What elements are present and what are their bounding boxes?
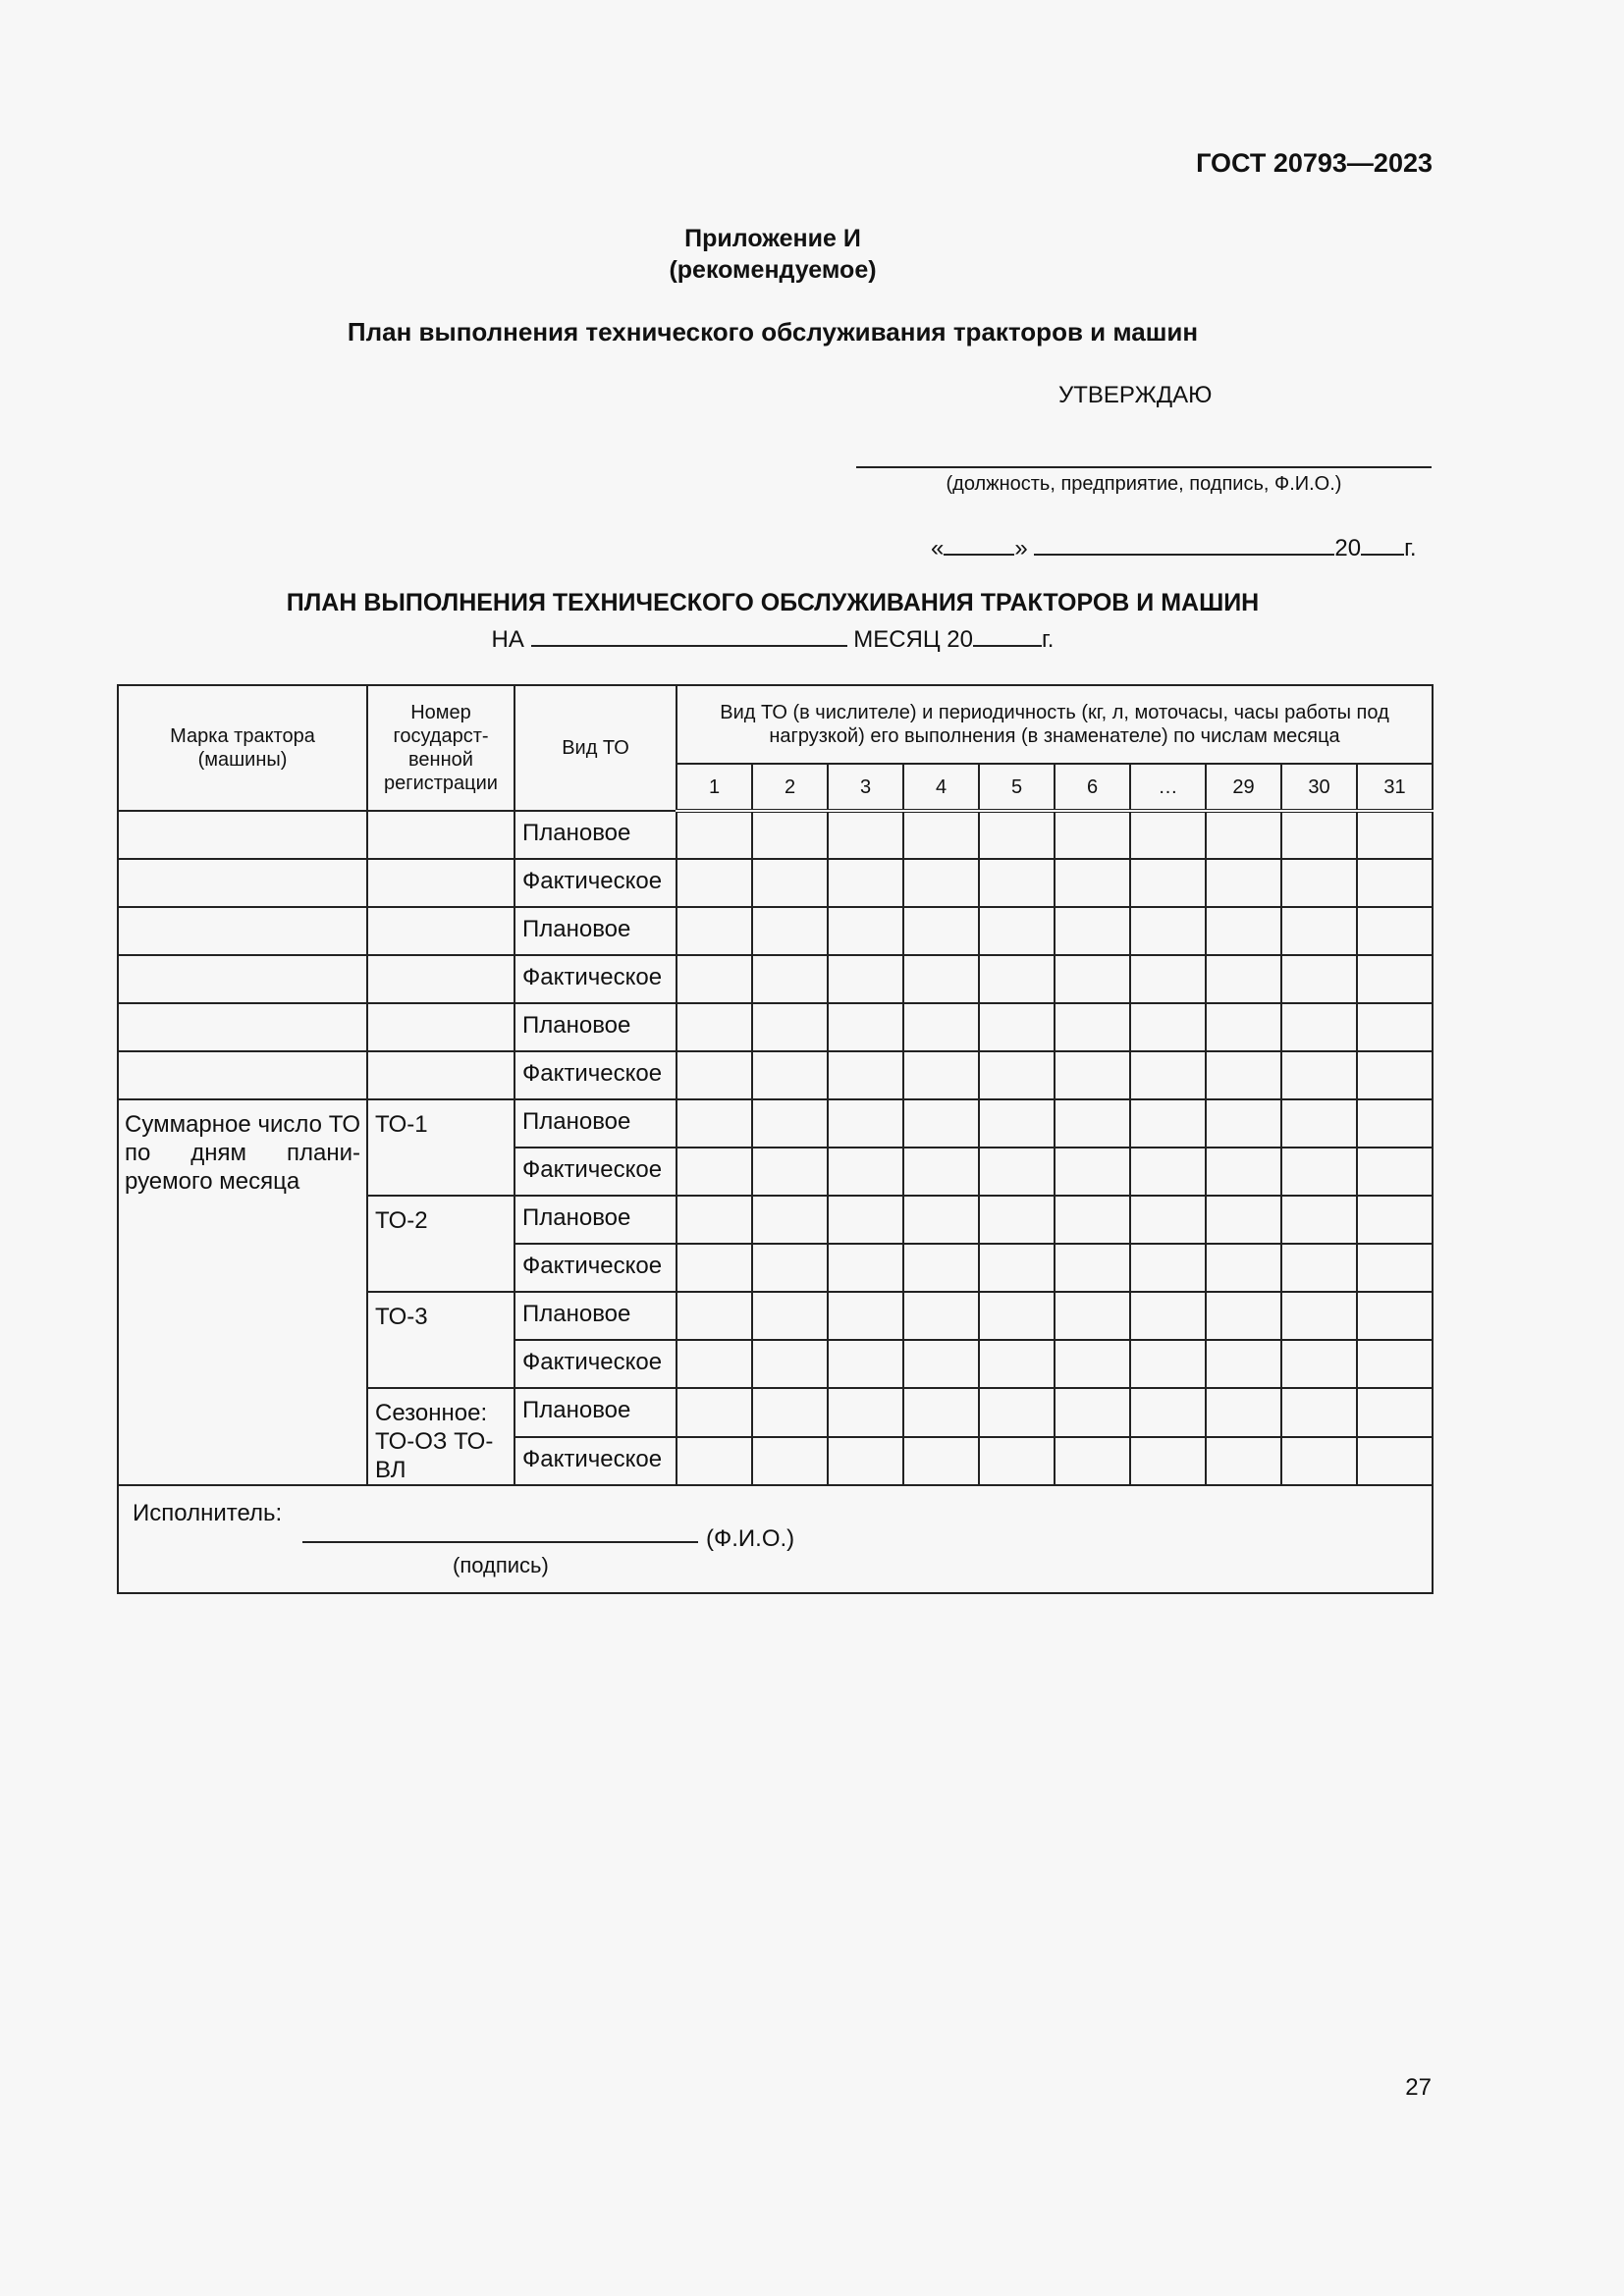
kind-cell: Плановое [514,811,677,859]
day-cell[interactable] [903,1437,979,1486]
day-cell[interactable] [1357,1244,1433,1292]
day-cell[interactable] [1357,1051,1433,1099]
day-cell[interactable] [1055,1292,1130,1340]
summary-label: Суммарное число ТО по дням плани-руемого месяца [118,1099,367,1485]
day-cell[interactable] [752,907,828,955]
day-cell[interactable] [1055,1051,1130,1099]
day-cell[interactable] [979,1099,1055,1148]
day-cell[interactable] [828,1051,903,1099]
day-cell[interactable] [752,1292,828,1340]
day-cell[interactable] [903,907,979,955]
day-cell[interactable] [752,1388,828,1437]
plan-month: МЕСЯЦ 20 [853,626,973,653]
day-cell[interactable] [1130,1292,1206,1340]
plan-year-suffix: г. [1041,626,1055,653]
day-cell[interactable] [828,859,903,907]
kind-cell: Фактическое [514,1148,677,1196]
year-prefix: 20 [1334,535,1362,561]
day-cell[interactable] [1281,1148,1357,1196]
brand-cell[interactable] [118,955,367,1003]
header-kind: Вид ТО [514,685,677,811]
executor-label: Исполнитель: [133,1500,283,1526]
day-cell[interactable] [1206,1437,1281,1486]
day-cell[interactable] [1206,1388,1281,1437]
day-cell[interactable] [677,859,752,907]
appendix-status: (рекомендуемое) [669,256,877,284]
registration-cell[interactable] [367,1003,514,1051]
day-header: 5 [979,764,1055,811]
day-cell[interactable] [1055,907,1130,955]
day-cell[interactable] [677,1244,752,1292]
day-cell[interactable] [828,1244,903,1292]
day-cell[interactable] [752,811,828,859]
day-cell[interactable] [903,811,979,859]
day-cell[interactable] [1206,1340,1281,1388]
plan-title: ПЛАН ВЫПОЛНЕНИЯ ТЕХНИЧЕСКОГО ОБСЛУЖИВАНИЯ ТРАКТОРОВ И МАШИН [286,589,1260,616]
day-cell[interactable] [828,1340,903,1388]
day-cell[interactable] [903,859,979,907]
day-cell[interactable] [677,1148,752,1196]
header-registration: Номер государст-венной регистрации [367,685,514,811]
registration-cell[interactable] [367,1051,514,1099]
day-cell[interactable] [1206,1003,1281,1051]
kind-cell: Плановое [514,1003,677,1051]
day-cell[interactable] [1206,1099,1281,1148]
brand-cell[interactable] [118,1051,367,1099]
day-cell[interactable] [1130,1099,1206,1148]
day-cell[interactable] [979,1003,1055,1051]
registration-cell[interactable] [367,955,514,1003]
day-cell[interactable] [1357,907,1433,955]
day-cell[interactable] [1357,1340,1433,1388]
day-cell[interactable] [1357,1437,1433,1486]
plan-na: НА [491,626,524,653]
kind-cell: Фактическое [514,1340,677,1388]
day-cell[interactable] [752,955,828,1003]
day-cell[interactable] [1055,1388,1130,1437]
day-cell[interactable] [979,1196,1055,1244]
day-cell[interactable] [1055,1148,1130,1196]
year-blank [1361,530,1404,556]
day-cell[interactable] [903,1148,979,1196]
day-cell[interactable] [828,1437,903,1486]
day-cell[interactable] [903,1340,979,1388]
day-cell[interactable] [1130,811,1206,859]
day-cell[interactable] [752,1099,828,1148]
brand-cell[interactable] [118,1003,367,1051]
day-cell[interactable] [903,1244,979,1292]
kind-cell: Плановое [514,907,677,955]
day-cell[interactable] [979,1340,1055,1388]
day-cell[interactable] [1055,1437,1130,1486]
day-cell[interactable] [1281,1388,1357,1437]
approval-word: УТВЕРЖДАЮ [1058,382,1213,408]
day-cell[interactable] [1130,907,1206,955]
day-header: 30 [1281,764,1357,811]
day-cell[interactable] [1130,859,1206,907]
day-cell[interactable] [677,955,752,1003]
month-blank [1034,530,1334,556]
brand-cell[interactable] [118,859,367,907]
day-cell[interactable] [979,955,1055,1003]
day-cell[interactable] [828,1148,903,1196]
day-header: 29 [1206,764,1281,811]
executor-fio: (Ф.И.О.) [706,1525,795,1552]
kind-cell: Фактическое [514,1437,677,1486]
day-cell[interactable] [1357,1099,1433,1148]
document-title: План выполнения технического обслуживания тракторов и машин [347,317,1199,347]
day-cell[interactable] [1055,859,1130,907]
page-number: 27 [1405,2074,1432,2101]
day-cell[interactable] [1055,1340,1130,1388]
day-cell[interactable] [1357,1148,1433,1196]
day-cell[interactable] [1055,811,1130,859]
day-cell[interactable] [1130,1051,1206,1099]
table-row [118,907,1433,955]
day-cell[interactable] [1055,955,1130,1003]
appendix-label: Приложение И [684,225,861,252]
day-cell[interactable] [1130,1244,1206,1292]
plan-year-blank [973,621,1042,647]
day-cell[interactable] [1357,1388,1433,1437]
registration-cell[interactable] [367,859,514,907]
table-row [118,859,1433,907]
table-row [118,1003,1433,1051]
day-cell[interactable] [903,955,979,1003]
kind-cell: Плановое [514,1099,677,1148]
day-cell[interactable] [677,811,752,859]
day-cell[interactable] [1281,907,1357,955]
day-cell[interactable] [677,1003,752,1051]
day-cell[interactable] [979,1388,1055,1437]
header-brand: Марка трактора (машины) [118,685,367,811]
day-cell[interactable] [979,1148,1055,1196]
day-cell[interactable] [1281,1099,1357,1148]
day-cell[interactable] [979,1244,1055,1292]
day-cell[interactable] [752,1437,828,1486]
day-cell[interactable] [1130,1340,1206,1388]
kind-cell: Плановое [514,1196,677,1244]
day-cell[interactable] [979,859,1055,907]
day-cell[interactable] [677,907,752,955]
standard-number: ГОСТ 20793—2023 [1196,148,1433,178]
day-cell[interactable] [1055,1244,1130,1292]
day-cell[interactable] [903,1292,979,1340]
day-header: 1 [677,764,752,811]
to1-label: ТО-1 [367,1099,514,1196]
header-days: Вид ТО (в числителе) и периодичность (кг, л, моточасы, часы работы под нагрузкой) его выполнения (в знаменателе) по числам месяца [677,685,1433,764]
day-cell[interactable] [828,1292,903,1340]
day-cell[interactable] [979,1051,1055,1099]
day-cell[interactable] [752,1244,828,1292]
day-cell[interactable] [752,1003,828,1051]
day-cell[interactable] [903,1388,979,1437]
day-cell[interactable] [1206,1051,1281,1099]
day-blank [944,530,1014,556]
day-cell[interactable] [1206,859,1281,907]
registration-cell[interactable] [367,811,514,859]
day-cell[interactable] [979,811,1055,859]
maintenance-plan-table [117,684,1434,1594]
day-cell[interactable] [1281,955,1357,1003]
day-cell[interactable] [1206,955,1281,1003]
day-cell[interactable] [1281,1244,1357,1292]
day-cell[interactable] [677,1340,752,1388]
plan-object-blank [531,621,847,647]
day-cell[interactable] [903,1003,979,1051]
day-cell[interactable] [1130,1196,1206,1244]
day-cell[interactable] [1357,955,1433,1003]
day-cell[interactable] [1055,1196,1130,1244]
day-cell[interactable] [828,955,903,1003]
day-header: 2 [752,764,828,811]
day-cell[interactable] [1130,1003,1206,1051]
day-header: … [1130,764,1206,811]
day-header: 3 [828,764,903,811]
approval-signature-line [856,466,1432,468]
day-cell[interactable] [1357,1292,1433,1340]
day-cell[interactable] [828,1196,903,1244]
year-suffix: г. [1404,535,1417,561]
day-header: 4 [903,764,979,811]
to3-label: ТО-3 [367,1292,514,1388]
day-cell[interactable] [828,1003,903,1051]
day-cell[interactable] [979,907,1055,955]
to2-label: ТО-2 [367,1196,514,1292]
brand-cell[interactable] [118,811,367,859]
day-cell[interactable] [677,1099,752,1148]
day-cell[interactable] [1206,1148,1281,1196]
kind-cell: Фактическое [514,1051,677,1099]
day-cell[interactable] [1130,955,1206,1003]
day-cell[interactable] [1357,811,1433,859]
day-cell[interactable] [752,1340,828,1388]
kind-cell: Плановое [514,1388,677,1437]
brand-cell[interactable] [118,907,367,955]
kind-cell: Фактическое [514,1244,677,1292]
day-cell[interactable] [1357,1196,1433,1244]
day-cell[interactable] [1281,859,1357,907]
day-cell[interactable] [1130,1388,1206,1437]
day-cell[interactable] [903,1099,979,1148]
day-cell[interactable] [1130,1437,1206,1486]
day-cell[interactable] [1055,1099,1130,1148]
day-cell[interactable] [677,1388,752,1437]
executor-signature-caption: (подпись) [453,1553,549,1577]
day-cell[interactable] [1206,1196,1281,1244]
day-cell[interactable] [1281,1051,1357,1099]
day-cell[interactable] [1281,1437,1357,1486]
day-cell[interactable] [1206,1244,1281,1292]
day-cell[interactable] [677,1437,752,1486]
day-header: 31 [1357,764,1433,811]
seasonal-label: Сезонное: ТО-ОЗ ТО-ВЛ [367,1388,514,1485]
day-cell[interactable] [1357,1003,1433,1051]
day-cell[interactable] [752,1196,828,1244]
day-cell[interactable] [979,1437,1055,1486]
day-cell[interactable] [752,1148,828,1196]
day-cell[interactable] [1055,1003,1130,1051]
table-row [118,1051,1433,1099]
table-row [118,955,1433,1003]
day-cell[interactable] [1130,1148,1206,1196]
day-cell[interactable] [828,1099,903,1148]
day-cell[interactable] [828,907,903,955]
open-quote: « [931,535,945,561]
day-cell[interactable] [1281,1340,1357,1388]
executor-block [118,1485,1433,1593]
approval-date [931,530,1417,562]
kind-cell: Фактическое [514,955,677,1003]
day-cell[interactable] [1206,811,1281,859]
day-cell[interactable] [979,1292,1055,1340]
registration-cell[interactable] [367,907,514,955]
table-row [118,1099,1433,1148]
executor-signature-line [302,1541,698,1543]
day-cell[interactable] [1357,859,1433,907]
day-cell[interactable] [903,1051,979,1099]
close-quote: » [1014,535,1028,561]
kind-cell: Фактическое [514,859,677,907]
day-cell[interactable] [1206,1292,1281,1340]
approval-note: (должность, предприятие, подпись, Ф.И.О.) [946,473,1342,495]
plan-subtitle [0,621,1545,654]
day-header: 6 [1055,764,1130,811]
day-cell[interactable] [677,1292,752,1340]
day-cell[interactable] [677,1196,752,1244]
day-cell[interactable] [1206,907,1281,955]
day-cell[interactable] [1281,1003,1357,1051]
day-cell[interactable] [752,859,828,907]
day-cell[interactable] [1281,1292,1357,1340]
kind-cell: Плановое [514,1292,677,1340]
table-row [118,811,1433,859]
day-cell[interactable] [1281,811,1357,859]
day-cell[interactable] [828,1388,903,1437]
day-cell[interactable] [752,1051,828,1099]
day-cell[interactable] [677,1051,752,1099]
day-cell[interactable] [1281,1196,1357,1244]
day-cell[interactable] [828,811,903,859]
day-cell[interactable] [903,1196,979,1244]
